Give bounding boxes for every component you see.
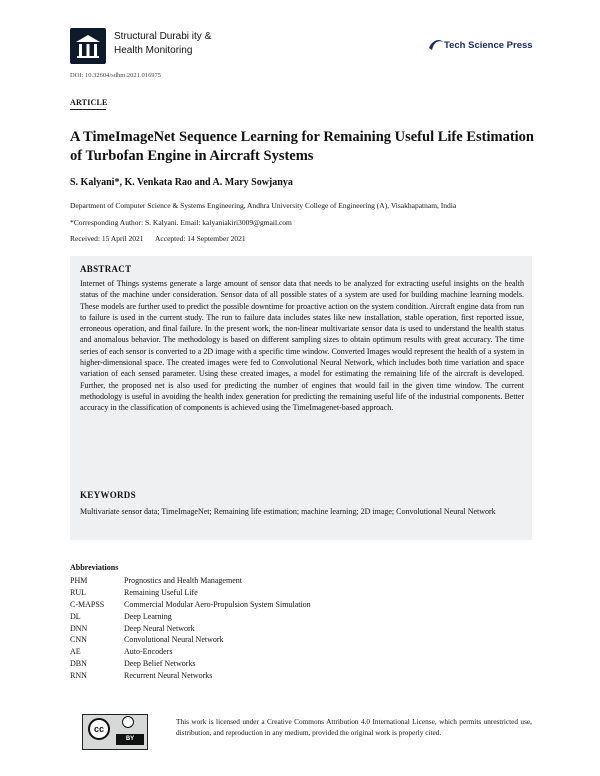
abbreviation-key: RUL [70,587,86,597]
article-type-label: ARTICLE [70,98,108,107]
abbreviation-value: Remaining Useful Life [124,587,198,597]
attribution-person-icon [122,716,134,728]
abbreviation-value: Deep Learning [124,611,172,621]
abbreviation-row [70,623,311,635]
abbreviations-table [70,575,311,682]
abbreviations-heading: Abbreviations [70,563,119,572]
journal-logo [70,28,106,64]
abbreviation-value: Commercial Modular Aero-Propulsion System Simulation [124,599,311,609]
accepted-date: Accepted: 14 September 2021 [155,234,246,243]
abstract-heading: ABSTRACT [80,264,132,274]
abbreviation-key: CNN [70,635,87,645]
dates [70,234,256,243]
abbreviation-key: DBN [70,659,87,669]
abbreviation-key: DNN [70,623,88,633]
affiliation: Department of Computer Science & Systems Engineering, Andhra University College of Engineering (A), Visakhapatnam, India [70,201,457,210]
abbreviation-row [70,599,311,611]
abbreviation-key: DL [70,611,81,621]
abbreviation-value: Deep Belief Networks [124,659,196,669]
abbreviation-value: Prognostics and Health Management [124,576,242,585]
authors: S. Kalyani*, K. Venkata Rao and A. Mary Sowjanya [70,177,293,188]
cc-icon: cc [88,718,110,740]
doi[interactable]: DOI: 10.32604/sdhm.2021.016975 [70,72,161,79]
abbreviation-value: Convolutional Neural Network [124,635,224,645]
by-label: BY [116,734,144,745]
abbreviation-row [70,611,311,623]
article-label-rule [70,109,106,110]
publisher-name: Tech Science Press [444,39,533,51]
abstract-body: Internet of Things systems generate a large amount of sensor data that needs to be analyzed for extracting useful insights on the health status of the machine under consideration. Sensor data of all possible states of a system are used for building machine learning models. These models are further used to predict the possible downtime for proactive action on the system condition. Aircraft engine data from run to failure is used in the current study. The run to failure data includes states like new installation, stable operation, first reported issue, erroneous operation, and final failure. In the present work, the non-linear multivariate sensor data is used to understand the health status and anomalous behavior. The methodology is based on different sampling sizes to obtain optimum results with great accuracy. The time series of each sensor is converted to a 2D image with a specific time window. Converted Images would represent the health of a system in higher-dimensional space. The created images were fed to Convolutional Neural Network, which includes both time variation and space variation of each sensed parameter. Using these created images, a model for estimating the remaining life of the aircraft is developed. Further, the proposed net is also used for predicting the number of engines that would fail in the given time window. The current methodology is useful in avoiding the health index generation for predicting the remaining useful life of the industrial components. Better accuracy in the classification of components is achieved using the TimeImagenet-based approach. [80,279,524,413]
abbreviation-row [70,634,311,646]
abbreviation-key: AE [70,647,81,657]
abbreviation-value: Recurrent Neural Networks [124,671,213,681]
journal-name-line1: Structural Durabi ity & [114,31,212,42]
publisher-logo [428,38,533,52]
journal-name-line2: Health Monitoring [114,45,193,56]
corresponding-author: *Corresponding Author: S. Kalyani. Email: kalyaniakiri3009@gmail.com [70,218,292,227]
journal-name [114,30,211,58]
keywords-heading: KEYWORDS [80,490,136,500]
license-text: This work is licensed under a Creative Commons Attribution 4.0 International License, which permits unrestricted use, distribution, and reproduction in any medium, provided the original work is properly cited. [176,717,532,737]
paper-title: A TimeImageNet Sequence Learning for Remaining Useful Life Estimation of Turbofan Engine in Aircraft Systems [70,129,534,164]
abbreviation-row [70,587,311,599]
keywords-body: Multivariate sensor data; TimeImageNet; Remaining life estimation; machine learning; 2D image; Convolutional Neural Network [80,507,496,516]
abbreviation-row [70,670,311,682]
publisher-swoosh-icon [428,38,444,52]
abbreviation-key: RNN [70,671,87,681]
abbreviation-row [70,575,311,587]
abbreviation-key: PHM [70,576,88,585]
abbreviation-row [70,646,311,658]
abbreviation-value: Auto-Encoders [124,647,173,657]
journal-logo-icon [70,28,106,64]
abbreviation-value: Deep Neural Network [124,623,195,633]
received-date: Received: 15 April 2021 [70,234,144,243]
abbreviation-key: C-MAPSS [70,599,105,609]
abbreviation-row [70,658,311,670]
